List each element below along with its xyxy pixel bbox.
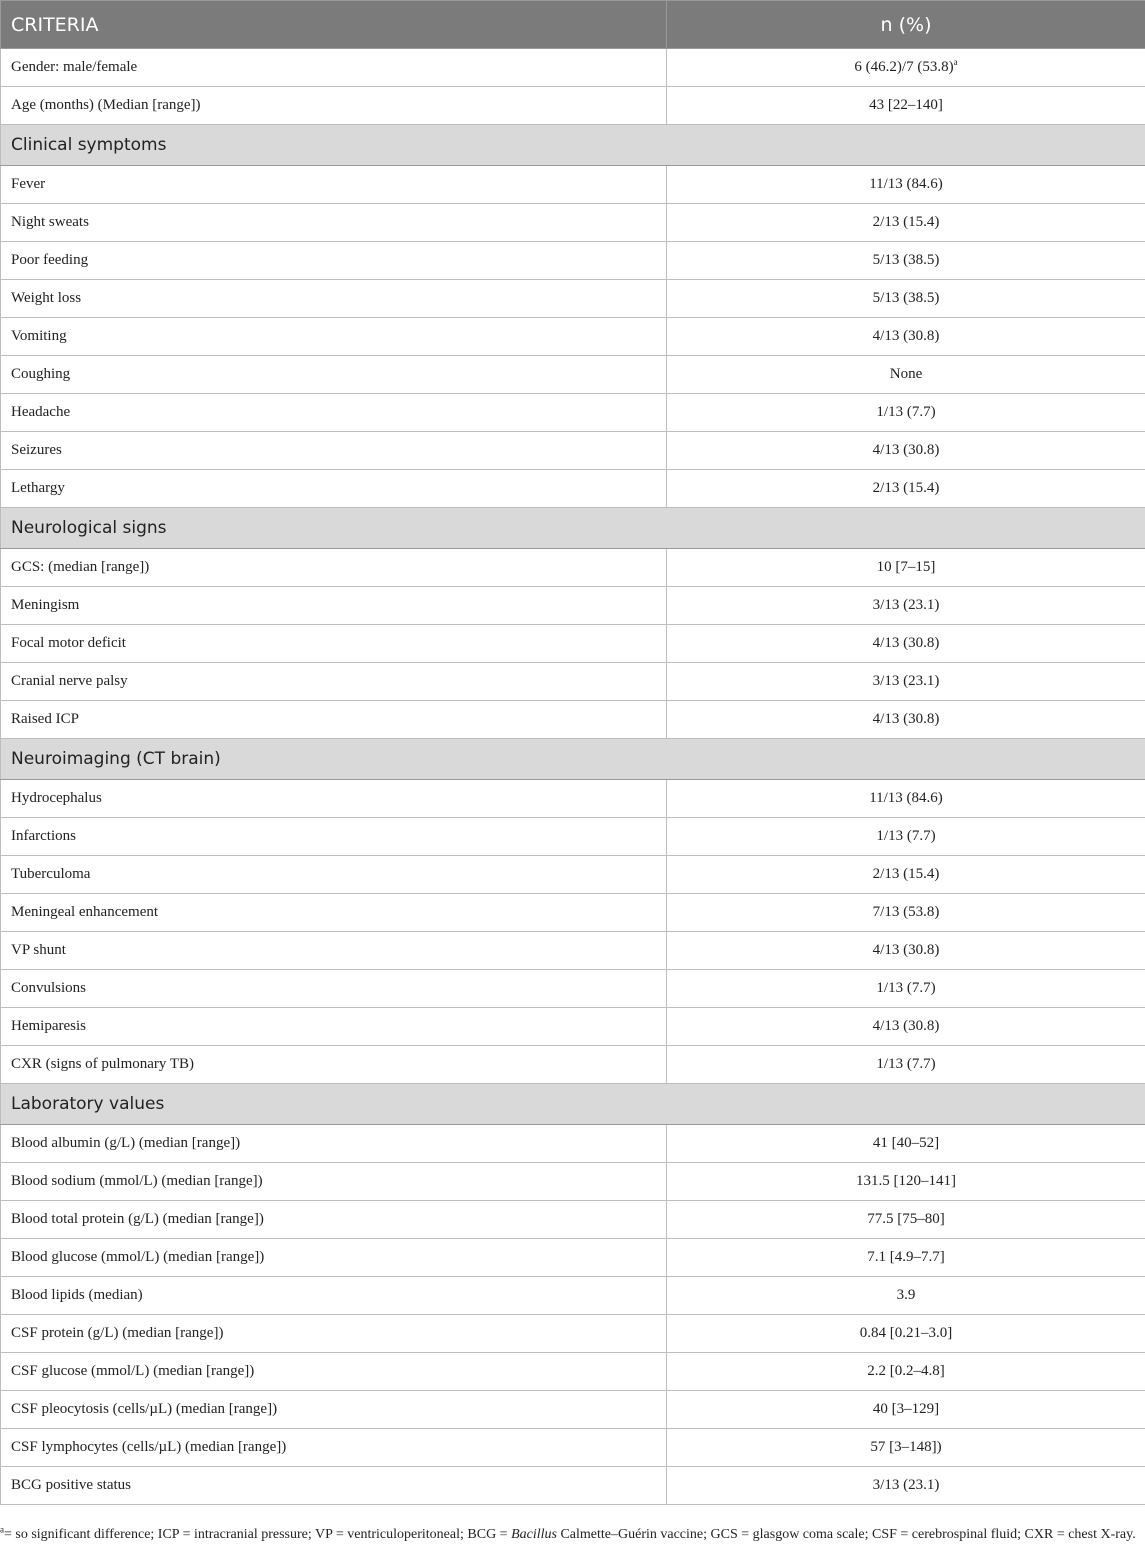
row-value: 1/13 (7.7) (667, 818, 1145, 856)
table-row (1, 587, 1145, 625)
footnote-marker: a (0, 1524, 4, 1535)
row-value: 2/13 (15.4) (667, 856, 1145, 894)
table-row (1, 894, 1145, 932)
row-value: 3/13 (23.1) (667, 1467, 1145, 1505)
table-row (1, 1201, 1145, 1239)
footnote-text-2: Calmette–Guérin vaccine; GCS = glasgow coma scale; CSF = cerebrospinal fluid; CXR = chest X-ray. (556, 1527, 1136, 1542)
section-header-row (1, 125, 1145, 166)
row-label: Meningeal enhancement (1, 894, 667, 932)
row-label: BCG positive status (1, 1467, 667, 1505)
row-value: 4/13 (30.8) (667, 318, 1145, 356)
row-label: Headache (1, 394, 667, 432)
row-value: 4/13 (30.8) (667, 432, 1145, 470)
table-header-row (1, 1, 1145, 49)
row-value: 5/13 (38.5) (667, 280, 1145, 318)
row-value: 4/13 (30.8) (667, 932, 1145, 970)
criteria-header: CRITERIA (1, 1, 667, 49)
footnote-text-1: = so significant difference; ICP = intracranial pressure; VP = ventriculoperitoneal; BCG = (4, 1527, 512, 1542)
row-label: Blood total protein (g/L) (median [range]) (1, 1201, 667, 1239)
row-value: 3/13 (23.1) (667, 587, 1145, 625)
row-value: 1/13 (7.7) (667, 1046, 1145, 1084)
row-label: Convulsions (1, 970, 667, 1008)
table-row (1, 970, 1145, 1008)
section-header-row (1, 508, 1145, 549)
row-label: VP shunt (1, 932, 667, 970)
table-row (1, 1429, 1145, 1467)
row-label: CXR (signs of pulmonary TB) (1, 1046, 667, 1084)
table-row (1, 432, 1145, 470)
row-value: 57 [3–148]) (667, 1429, 1145, 1467)
table-row (1, 470, 1145, 508)
table-row (1, 280, 1145, 318)
row-value: 77.5 [75–80] (667, 1201, 1145, 1239)
row-label: CSF protein (g/L) (median [range]) (1, 1315, 667, 1353)
row-label: Gender: male/female (1, 49, 667, 87)
row-value: 40 [3–129] (667, 1391, 1145, 1429)
row-value: 10 [7–15] (667, 549, 1145, 587)
table-row (1, 1467, 1145, 1505)
row-label: Hydrocephalus (1, 780, 667, 818)
table-row (1, 1391, 1145, 1429)
row-value: 2/13 (15.4) (667, 470, 1145, 508)
row-label: Infarctions (1, 818, 667, 856)
row-label: Blood sodium (mmol/L) (median [range]) (1, 1163, 667, 1201)
n-percent-header: n (%) (667, 1, 1145, 49)
row-label: Weight loss (1, 280, 667, 318)
table-row (1, 356, 1145, 394)
table-row (1, 394, 1145, 432)
table-row (1, 242, 1145, 280)
row-value: 41 [40–52] (667, 1125, 1145, 1163)
row-value: 7.1 [4.9–7.7] (667, 1239, 1145, 1277)
row-label: Night sweats (1, 204, 667, 242)
section-header-row (1, 739, 1145, 780)
row-value: 11/13 (84.6) (667, 780, 1145, 818)
row-label: CSF lymphocytes (cells/µL) (median [range]) (1, 1429, 667, 1467)
row-label: Tuberculoma (1, 856, 667, 894)
table-row (1, 166, 1145, 204)
row-value: 4/13 (30.8) (667, 625, 1145, 663)
row-label: Blood albumin (g/L) (median [range]) (1, 1125, 667, 1163)
section-title: Laboratory values (1, 1084, 1145, 1125)
row-value: 5/13 (38.5) (667, 242, 1145, 280)
section-title: Clinical symptoms (1, 125, 1145, 166)
table-footnote (0, 1525, 1141, 1544)
footnote-italic: Bacillus (511, 1527, 557, 1542)
row-label: Lethargy (1, 470, 667, 508)
footnote-marker: a (953, 57, 958, 67)
row-label: Blood lipids (median) (1, 1277, 667, 1315)
table-row (1, 549, 1145, 587)
row-label: CSF glucose (mmol/L) (median [range]) (1, 1353, 667, 1391)
table-row (1, 701, 1145, 739)
row-value: 4/13 (30.8) (667, 701, 1145, 739)
row-value: 7/13 (53.8) (667, 894, 1145, 932)
row-value: 3/13 (23.1) (667, 663, 1145, 701)
table-row (1, 1353, 1145, 1391)
section-title: Neuroimaging (CT brain) (1, 739, 1145, 780)
row-label: Focal motor deficit (1, 625, 667, 663)
table-row (1, 1163, 1145, 1201)
table-row (1, 49, 1145, 87)
table-row (1, 1008, 1145, 1046)
table-row (1, 856, 1145, 894)
row-value: 3.9 (667, 1277, 1145, 1315)
row-value: 2.2 [0.2–4.8] (667, 1353, 1145, 1391)
row-value: 1/13 (7.7) (667, 970, 1145, 1008)
table-row (1, 663, 1145, 701)
table-row (1, 818, 1145, 856)
row-value (667, 49, 1145, 87)
table-row (1, 625, 1145, 663)
row-label: Seizures (1, 432, 667, 470)
row-value: 1/13 (7.7) (667, 394, 1145, 432)
row-label: Coughing (1, 356, 667, 394)
row-label: CSF pleocytosis (cells/µL) (median [range]) (1, 1391, 667, 1429)
section-title: Neurological signs (1, 508, 1145, 549)
row-label: Meningism (1, 587, 667, 625)
section-header-row (1, 1084, 1145, 1125)
row-label: Blood glucose (mmol/L) (median [range]) (1, 1239, 667, 1277)
table-row (1, 318, 1145, 356)
row-value: 43 [22–140] (667, 87, 1145, 125)
table-row (1, 1046, 1145, 1084)
row-value: 2/13 (15.4) (667, 204, 1145, 242)
row-label: Poor feeding (1, 242, 667, 280)
table-row (1, 1125, 1145, 1163)
row-label: Fever (1, 166, 667, 204)
table-row (1, 87, 1145, 125)
row-value: None (667, 356, 1145, 394)
row-label: Vomiting (1, 318, 667, 356)
table-row (1, 1315, 1145, 1353)
row-label: Cranial nerve palsy (1, 663, 667, 701)
row-value: 4/13 (30.8) (667, 1008, 1145, 1046)
table-row (1, 932, 1145, 970)
row-label: Raised ICP (1, 701, 667, 739)
table-row (1, 780, 1145, 818)
row-value: 0.84 [0.21–3.0] (667, 1315, 1145, 1353)
row-label: Age (months) (Median [range]) (1, 87, 667, 125)
row-value: 11/13 (84.6) (667, 166, 1145, 204)
table-row (1, 204, 1145, 242)
table-row (1, 1239, 1145, 1277)
row-label: GCS: (median [range]) (1, 549, 667, 587)
row-label: Hemiparesis (1, 1008, 667, 1046)
row-value-text: 6 (46.2)/7 (53.8) (854, 59, 954, 75)
row-value: 131.5 [120–141] (667, 1163, 1145, 1201)
table-row (1, 1277, 1145, 1315)
